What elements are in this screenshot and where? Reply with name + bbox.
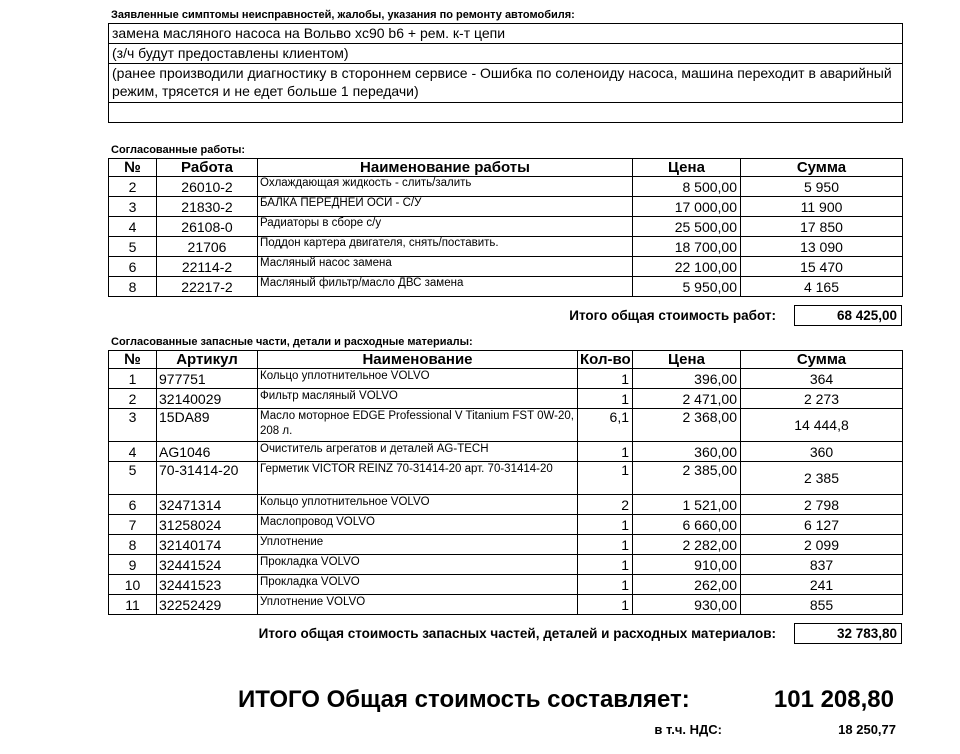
col-header-price: Цена xyxy=(633,159,741,177)
col-header-sum: Сумма xyxy=(741,351,903,369)
cell-price: 5 950,00 xyxy=(633,277,741,297)
cell-number: 8 xyxy=(109,535,157,555)
table-row xyxy=(109,555,903,575)
table-row xyxy=(109,369,903,389)
cell-sum: 17 850 xyxy=(741,217,903,237)
table-row xyxy=(109,257,903,277)
table-row xyxy=(109,237,903,257)
table-row xyxy=(109,389,903,409)
cell-sum: 13 090 xyxy=(741,237,903,257)
cell-name: Маслопровод VOLVO xyxy=(258,515,578,535)
cell-number: 3 xyxy=(109,197,157,217)
cell-sum: 2 385 xyxy=(741,462,903,495)
col-header-work: Работа xyxy=(157,159,258,177)
col-header-article: Артикул xyxy=(157,351,258,369)
cell-number: 4 xyxy=(109,442,157,462)
table-row xyxy=(109,409,903,442)
cell-sum: 14 444,8 xyxy=(741,409,903,442)
symptom-row xyxy=(109,24,903,44)
cell-number: 5 xyxy=(109,237,157,257)
cell-quantity: 1 xyxy=(578,389,633,409)
symptom-row xyxy=(109,64,903,103)
cell-quantity: 1 xyxy=(578,369,633,389)
cell-number: 2 xyxy=(109,177,157,197)
cell-sum: 11 900 xyxy=(741,197,903,217)
cell-work-code: 22217-2 xyxy=(157,277,258,297)
cell-quantity: 1 xyxy=(578,462,633,495)
symptom-text: замена масляного насоса на Вольво xc90 b6 + рем. к-т цепи xyxy=(109,24,903,44)
parts-total-value: 32 783,80 xyxy=(794,623,902,644)
cell-sum: 241 xyxy=(741,575,903,595)
cell-work-name: Масляный фильтр/масло ДВС замена xyxy=(258,277,633,297)
cell-sum: 837 xyxy=(741,555,903,575)
grand-total-value: 101 208,80 xyxy=(773,686,894,713)
table-row xyxy=(109,177,903,197)
cell-number: 10 xyxy=(109,575,157,595)
parts-title: Согласованные запасные части, детали и расходные материалы: xyxy=(111,336,473,348)
symptom-text xyxy=(109,103,903,123)
cell-sum: 15 470 xyxy=(741,257,903,277)
cell-work-name: Поддон картера двигателя, снять/поставить. xyxy=(258,237,633,257)
cell-work-name: Радиаторы в сборе с/у xyxy=(258,217,633,237)
cell-quantity: 1 xyxy=(578,535,633,555)
cell-price: 2 471,00 xyxy=(633,389,741,409)
cell-sum: 2 099 xyxy=(741,535,903,555)
cell-quantity: 1 xyxy=(578,575,633,595)
cell-name: Прокладка VOLVO xyxy=(258,575,578,595)
symptoms-table xyxy=(108,23,903,123)
cell-sum: 364 xyxy=(741,369,903,389)
cell-article: 32471314 xyxy=(157,495,258,515)
parts-header-row xyxy=(109,351,903,369)
cell-price: 910,00 xyxy=(633,555,741,575)
symptom-text: (з/ч будут предоставлены клиентом) xyxy=(109,44,903,64)
cell-article: 32441523 xyxy=(157,575,258,595)
cell-name: Кольцо уплотнительное VOLVO xyxy=(258,369,578,389)
symptoms-title: Заявленные симптомы неисправностей, жалобы, указания по ремонту автомобиля: xyxy=(111,9,575,21)
cell-article: AG1046 xyxy=(157,442,258,462)
cell-article: 15DA89 xyxy=(157,409,258,442)
cell-number: 9 xyxy=(109,555,157,575)
cell-name: Уплотнение xyxy=(258,535,578,555)
cell-article: 32252429 xyxy=(157,595,258,615)
table-row xyxy=(109,277,903,297)
cell-work-name: Масляный насос замена xyxy=(258,257,633,277)
cell-work-code: 21830-2 xyxy=(157,197,258,217)
cell-price: 25 500,00 xyxy=(633,217,741,237)
cell-number: 1 xyxy=(109,369,157,389)
cell-work-name: БАЛКА ПЕРЕДНЕЙ ОСИ - С/У xyxy=(258,197,633,217)
cell-price: 2 368,00 xyxy=(633,409,741,442)
cell-name: Кольцо уплотнительное VOLVO xyxy=(258,495,578,515)
cell-quantity: 6,1 xyxy=(578,409,633,442)
cell-quantity: 1 xyxy=(578,515,633,535)
cell-price: 930,00 xyxy=(633,595,741,615)
col-header-work-name: Наименование работы xyxy=(258,159,633,177)
works-title: Согласованные работы: xyxy=(111,144,246,156)
table-row xyxy=(109,515,903,535)
cell-price: 2 282,00 xyxy=(633,535,741,555)
cell-quantity: 2 xyxy=(578,495,633,515)
table-row xyxy=(109,575,903,595)
cell-name: Уплотнение VOLVO xyxy=(258,595,578,615)
vat-label: в т.ч. НДС: xyxy=(654,722,722,737)
cell-sum: 4 165 xyxy=(741,277,903,297)
cell-work-code: 22114-2 xyxy=(157,257,258,277)
works-total-value: 68 425,00 xyxy=(794,305,902,326)
cell-article: 32140174 xyxy=(157,535,258,555)
cell-article: 70-31414-20 xyxy=(157,462,258,495)
cell-article: 31258024 xyxy=(157,515,258,535)
cell-number: 11 xyxy=(109,595,157,615)
symptom-text: (ранее производили диагностику в стороннем сервисе - Ошибка по соленоиду насоса, машина переходит в аварийный режим, трясется и не едет больше 1 передачи) xyxy=(109,64,903,103)
cell-number: 2 xyxy=(109,389,157,409)
cell-sum: 855 xyxy=(741,595,903,615)
cell-price: 396,00 xyxy=(633,369,741,389)
cell-number: 8 xyxy=(109,277,157,297)
col-header-name: Наименование xyxy=(258,351,578,369)
cell-price: 1 521,00 xyxy=(633,495,741,515)
symptom-row xyxy=(109,103,903,123)
cell-sum: 5 950 xyxy=(741,177,903,197)
col-header-price: Цена xyxy=(633,351,741,369)
cell-price: 18 700,00 xyxy=(633,237,741,257)
cell-article: 32441524 xyxy=(157,555,258,575)
cell-price: 262,00 xyxy=(633,575,741,595)
cell-price: 17 000,00 xyxy=(633,197,741,217)
cell-name: Прокладка VOLVO xyxy=(258,555,578,575)
table-row xyxy=(109,595,903,615)
cell-price: 360,00 xyxy=(633,442,741,462)
cell-number: 4 xyxy=(109,217,157,237)
cell-price: 2 385,00 xyxy=(633,462,741,495)
col-header-quantity: Кол-во xyxy=(578,351,633,369)
cell-number: 7 xyxy=(109,515,157,535)
cell-sum: 6 127 xyxy=(741,515,903,535)
cell-quantity: 1 xyxy=(578,555,633,575)
cell-price: 22 100,00 xyxy=(633,257,741,277)
cell-number: 6 xyxy=(109,257,157,277)
cell-article: 977751 xyxy=(157,369,258,389)
table-row xyxy=(109,535,903,555)
cell-name: Фильтр масляный VOLVO xyxy=(258,389,578,409)
cell-work-code: 26010-2 xyxy=(157,177,258,197)
cell-sum: 2 273 xyxy=(741,389,903,409)
parts-total-label: Итого общая стоимость запасных частей, деталей и расходных материалов: xyxy=(258,626,776,641)
cell-name: Масло моторное EDGE Professional V Titanium FST 0W-20, 208 л. xyxy=(258,409,578,442)
col-header-sum: Сумма xyxy=(741,159,903,177)
table-row xyxy=(109,197,903,217)
cell-quantity: 1 xyxy=(578,595,633,615)
cell-sum: 2 798 xyxy=(741,495,903,515)
cell-name: Герметик VICTOR REINZ 70-31414-20 арт. 70-31414-20 xyxy=(258,462,578,495)
cell-name: Очиститель агрегатов и деталей AG-TECH xyxy=(258,442,578,462)
cell-price: 8 500,00 xyxy=(633,177,741,197)
cell-sum: 360 xyxy=(741,442,903,462)
cell-work-name: Охлаждающая жидкость - слить/залить xyxy=(258,177,633,197)
cell-work-code: 21706 xyxy=(157,237,258,257)
table-row xyxy=(109,217,903,237)
cell-number: 6 xyxy=(109,495,157,515)
cell-work-code: 26108-0 xyxy=(157,217,258,237)
cell-number: 3 xyxy=(109,409,157,442)
table-row xyxy=(109,495,903,515)
col-header-number: № xyxy=(109,159,157,177)
cell-quantity: 1 xyxy=(578,442,633,462)
col-header-number: № xyxy=(109,351,157,369)
works-table xyxy=(108,158,903,297)
works-header-row xyxy=(109,159,903,177)
table-row xyxy=(109,442,903,462)
cell-article: 32140029 xyxy=(157,389,258,409)
grand-total-label: ИТОГО Общая стоимость составляет: xyxy=(238,686,690,713)
works-total-label: Итого общая стоимость работ: xyxy=(569,308,776,323)
cell-number: 5 xyxy=(109,462,157,495)
vat-value: 18 250,77 xyxy=(838,722,896,737)
parts-table xyxy=(108,350,903,615)
cell-price: 6 660,00 xyxy=(633,515,741,535)
table-row xyxy=(109,462,903,495)
symptom-row xyxy=(109,44,903,64)
